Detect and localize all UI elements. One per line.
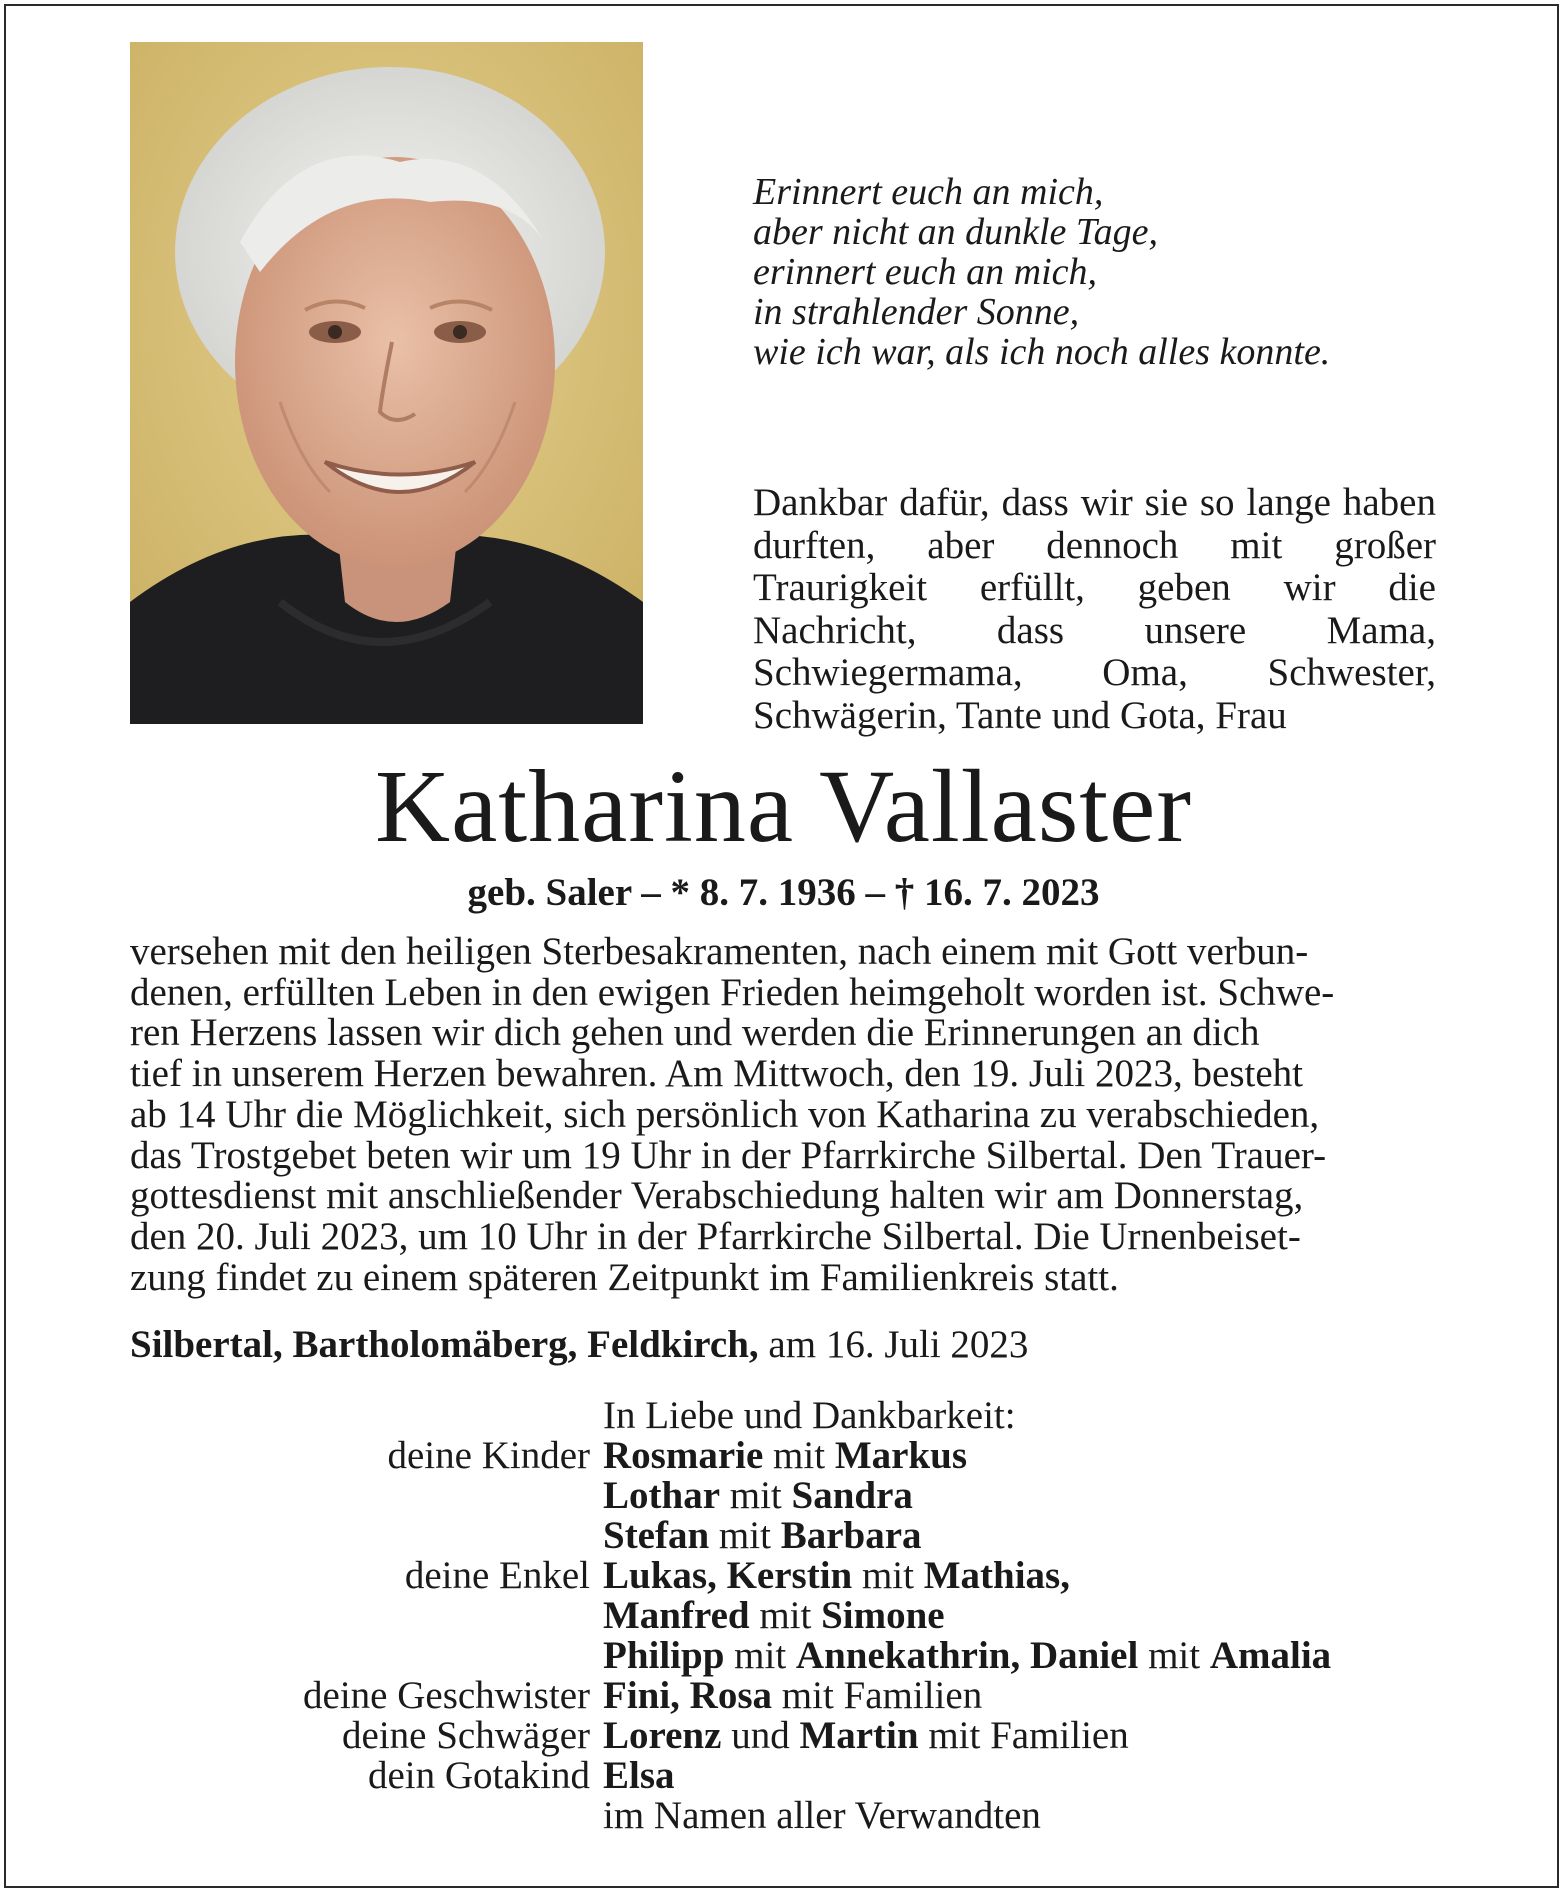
family-row: Manfred mit Simone <box>603 1594 945 1637</box>
text-line: den 20. Juli 2023, um 10 Uhr in der Pfarrkirche Silbertal. Die Urnenbeiset- <box>130 1214 1301 1258</box>
portrait-photo <box>130 42 643 724</box>
family-row: Lothar mit Sandra <box>603 1474 913 1517</box>
poem-line: Erinnert euch an mich, <box>753 171 1104 213</box>
intro-paragraph: Dankbar dafür, dass wir sie so lange haben durften, aber dennoch mit großer Traurigkeit erfüllt, geben wir die Nachricht, dass unsere Mama, Schwiegermama, Oma, Schwester, Schwägerin, Tante und Gota, Frau <box>753 481 1436 737</box>
family-row: deine Enkel Lukas, Kerstin mit Mathias, <box>130 1556 1436 1596</box>
family-row: Philipp mit Annekathrin, Daniel mit Amalia <box>603 1634 1332 1677</box>
poem-line: erinnert euch an mich, <box>753 251 1098 293</box>
deceased-name: Katharina Vallaster <box>375 749 1192 864</box>
family-heading: In Liebe und Dankbarkeit: <box>603 1394 1016 1437</box>
relation-label: deine Schwäger <box>342 1714 590 1757</box>
relation-label: deine Geschwister <box>303 1674 590 1717</box>
poem-line: in strahlender Sonne, <box>753 291 1080 333</box>
place-names: Silbertal, Bartholomäberg, Feldkirch, <box>130 1323 759 1366</box>
family-row: deine Kinder Rosmarie mit Markus <box>130 1436 1436 1476</box>
relation-label: deine Kinder <box>387 1434 590 1477</box>
family-row: Stefan mit Barbara <box>603 1514 922 1557</box>
announcement-date: am 16. Juli 2023 <box>768 1323 1029 1366</box>
family-list <box>130 1396 1436 1836</box>
text-line: denen, erfüllten Leben in den ewigen Frieden heimgeholt worden ist. Schwe- <box>130 970 1335 1014</box>
closing-line: im Namen aller Verwandten <box>603 1794 1041 1837</box>
poem-line: wie ich war, als ich noch alles konnte. <box>753 331 1331 373</box>
birth-death-dates: geb. Saler – * 8. 7. 1936 – † 16. 7. 2023 <box>467 871 1100 914</box>
text-line: zung findet zu einem späteren Zeitpunkt im Familienkreis statt. <box>130 1255 1119 1299</box>
poem <box>753 172 1393 372</box>
family-row: deine Geschwister Fini, Rosa mit Familien <box>130 1676 1436 1716</box>
announcement-text <box>130 932 1436 1298</box>
relation-label: deine Enkel <box>404 1554 590 1597</box>
text-line: versehen mit den heiligen Sterbesakramenten, nach einem mit Gott verbun- <box>130 930 1309 973</box>
poem-line: aber nicht an dunkle Tage, <box>753 211 1158 253</box>
relation-label: dein Gotakind <box>367 1754 590 1797</box>
text-line: ab 14 Uhr die Möglichkeit, sich persönlich von Katharina zu verabschieden, <box>130 1092 1320 1136</box>
family-row: deine Schwäger Lorenz und Martin mit Familien <box>130 1716 1436 1756</box>
text-line: gottesdienst mit anschließender Verabschiedung halten wir am Donnerstag, <box>130 1174 1304 1218</box>
text-line: tief in unserem Herzen bewahren. Am Mittwoch, den 19. Juli 2023, besteht <box>130 1052 1303 1096</box>
place-date-line <box>130 1322 1436 1368</box>
text-line: ren Herzens lassen wir dich gehen und werden die Erinnerungen an dich <box>130 1011 1260 1055</box>
family-row: dein Gotakind Elsa <box>130 1756 1436 1796</box>
text-line: das Trostgebet beten wir um 19 Uhr in der Pfarrkirche Silbertal. Den Trauer- <box>130 1133 1327 1177</box>
